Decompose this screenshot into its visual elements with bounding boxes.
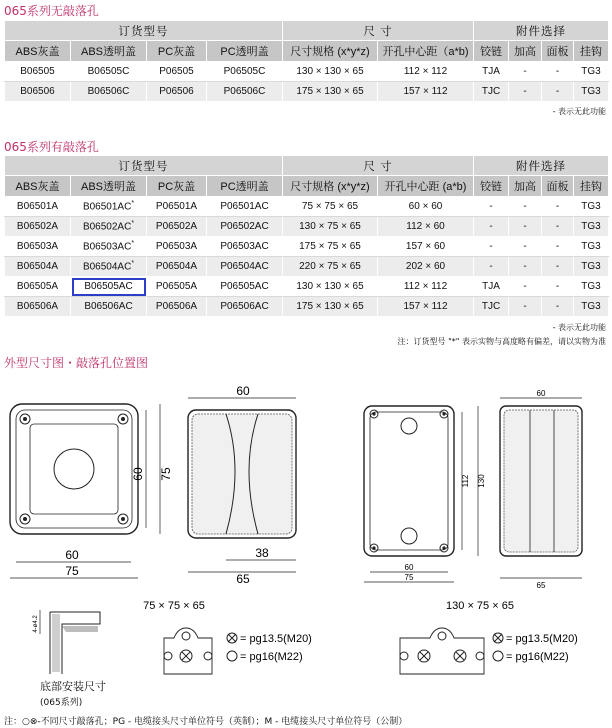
cell-text: P06502A <box>155 221 198 232</box>
table-cell <box>147 237 207 257</box>
cell-text: TJC <box>481 86 501 97</box>
cell-text: 130 × 130 × 65 <box>296 66 364 77</box>
series-label: (065系列) <box>40 698 83 708</box>
table-cell <box>378 277 474 297</box>
group-header-accessory: 附件选择 <box>474 156 609 176</box>
table-cell <box>474 197 509 217</box>
cell-text: TG3 <box>581 201 601 212</box>
table-cell <box>283 62 378 82</box>
hole-label: 4-ø4.2 <box>33 615 39 633</box>
column-header: 开孔中心距 (a*b) <box>378 176 474 197</box>
cell-text: P06504A <box>155 261 198 272</box>
column-header: 面板 <box>542 176 574 197</box>
table-cell <box>542 197 574 217</box>
small-box-front-view <box>10 404 160 578</box>
table-cell <box>509 277 542 297</box>
table-row <box>5 82 609 102</box>
large-box-front-view <box>364 406 478 582</box>
dim-small-side-total: 65 <box>236 572 250 586</box>
table-cell <box>147 277 207 297</box>
table-cell <box>283 197 378 217</box>
cell-text: - <box>523 301 527 312</box>
table-row <box>5 257 609 277</box>
cell-text: 75 × 75 × 65 <box>301 201 359 212</box>
table-cell <box>378 237 474 257</box>
cell-text: - <box>489 201 493 212</box>
group-header-order: 订货型号 <box>5 156 283 176</box>
table-cell <box>542 237 574 257</box>
table-cell <box>147 197 207 217</box>
table-cell <box>147 217 207 237</box>
star-mark: * <box>131 220 135 228</box>
table-cell <box>207 277 283 297</box>
table-cell <box>71 237 147 257</box>
table-cell <box>474 257 509 277</box>
cell-text: TG3 <box>581 86 601 97</box>
table-cell <box>71 257 147 277</box>
cell-text: - <box>523 261 527 272</box>
table-cell <box>474 62 509 82</box>
cell-text: B06505C <box>87 66 130 77</box>
table-cell <box>71 277 147 297</box>
table-cell <box>207 297 283 317</box>
cell-text: 112 × 112 <box>403 66 448 77</box>
cell-text: P06502AC <box>220 221 269 232</box>
dim-small-height-outer: 75 <box>159 467 173 481</box>
table-cell <box>574 217 609 237</box>
cell-text: 157 × 112 <box>403 86 448 97</box>
table-row <box>5 237 609 257</box>
table-cell <box>574 277 609 297</box>
cell-text: - <box>555 221 560 232</box>
cell-text: 112 × 60 <box>406 221 445 232</box>
table-cell <box>474 237 509 257</box>
table-cell <box>207 217 283 237</box>
cell-text: - <box>523 66 527 77</box>
cell-text: P06505C <box>223 66 266 77</box>
table-row <box>5 62 609 82</box>
column-header: ABS透明盖 <box>71 41 147 62</box>
caption-small: 75 × 75 × 65 <box>143 600 205 612</box>
column-header: 铰链 <box>474 176 509 197</box>
column-header: PC灰盖 <box>147 41 207 62</box>
legend-large-panel <box>493 633 503 661</box>
table-cell <box>5 277 71 297</box>
cell-text: B06506AC <box>84 301 133 312</box>
dim-large-h1: 112 <box>461 474 470 488</box>
table-cell <box>542 62 574 82</box>
cell-text: - <box>555 261 560 272</box>
table-cell <box>574 62 609 82</box>
footer-note: 注：○⊗-不同尺寸敲落孔；PG - 电缆接头尺寸单位符号（英制）；M - 电缆接头尺寸单位符号（公制） <box>4 717 408 727</box>
table-cell <box>574 237 609 257</box>
cell-text: - <box>523 221 527 232</box>
table-cell <box>283 277 378 297</box>
table-cell <box>509 82 542 102</box>
bottom-mount-detail <box>40 610 100 674</box>
small-box-side-view <box>188 398 296 572</box>
section2-note2: 注：订货型号 "*" 表示实物与高度略有偏差，请以实物为准 <box>397 337 606 346</box>
table-cell <box>207 82 283 102</box>
column-header: 铰链 <box>474 41 509 62</box>
dim-large-b1: 60 <box>404 563 414 572</box>
table-cell <box>378 297 474 317</box>
column-header: PC透明盖 <box>207 41 283 62</box>
table-cell <box>71 82 147 102</box>
cell-text: B06506C <box>87 86 130 97</box>
dim-large-h2: 130 <box>477 474 486 488</box>
cell-text: B06501A <box>16 201 59 212</box>
table-cell <box>542 277 574 297</box>
table-cell <box>378 197 474 217</box>
cell-text: P06505AC <box>220 281 269 292</box>
cell-text: TG3 <box>581 221 601 232</box>
table-cell <box>509 257 542 277</box>
cell-text: TG3 <box>581 261 601 272</box>
table-cell <box>207 257 283 277</box>
table-cell <box>378 62 474 82</box>
cell-text: B06503A <box>16 241 59 252</box>
cell-text: 130 × 130 × 65 <box>296 281 364 292</box>
section1-note: - 表示无此功能 <box>552 107 606 116</box>
cell-text: TJA <box>482 66 500 77</box>
column-header: PC灰盖 <box>147 176 207 197</box>
table-cell <box>147 297 207 317</box>
cell-text: B06505A <box>16 281 59 292</box>
cell-text: 175 × 130 × 65 <box>296 301 364 312</box>
column-header: 挂钩 <box>574 176 609 197</box>
table-cell <box>207 237 283 257</box>
table-cell <box>207 197 283 217</box>
dim-large-side: 65 <box>536 581 546 590</box>
table-cell <box>542 217 574 237</box>
group-header-size: 尺 寸 <box>283 21 474 41</box>
cell-text: 130 × 75 × 65 <box>299 221 361 232</box>
cell-text: - <box>523 241 527 252</box>
table-cell <box>574 297 609 317</box>
section2-title: 065系列有敲落孔 <box>4 140 99 154</box>
column-header: 尺寸规格 (x*y*z) <box>283 176 378 197</box>
cell-text: B06504A <box>16 261 59 272</box>
table-cell <box>474 217 509 237</box>
cell-text: - <box>489 221 493 232</box>
dim-small-bottom-inner: 60 <box>65 548 79 562</box>
dim-large-top: 60 <box>536 389 546 398</box>
column-header: ABS透明盖 <box>71 176 147 197</box>
cell-text: - <box>555 66 560 77</box>
column-header: PC透明盖 <box>207 176 283 197</box>
knockout-layout-large <box>400 628 484 674</box>
cell-text: 157 × 112 <box>403 301 448 312</box>
star-mark: * <box>131 240 135 248</box>
cell-text: B06505 <box>20 66 55 77</box>
cell-text: P06506A <box>155 301 198 312</box>
column-header: 面板 <box>542 41 574 62</box>
table-cell <box>71 297 147 317</box>
caption-large: 130 × 75 × 65 <box>446 600 514 612</box>
table-cell <box>5 82 71 102</box>
column-header: ABS灰盖 <box>5 41 71 62</box>
cell-text: - <box>523 201 527 212</box>
table-cell <box>474 277 509 297</box>
group-header-size: 尺 寸 <box>283 156 474 176</box>
column-header: 开孔中心距（a*b) <box>378 41 474 62</box>
dimension-drawings <box>0 374 612 714</box>
cell-text: B06504AC <box>82 261 132 273</box>
legend-small-panel <box>227 633 237 661</box>
table-cell <box>283 237 378 257</box>
table-cell <box>5 197 71 217</box>
knockout-layout-small <box>164 628 212 674</box>
cell-text: TJA <box>482 281 500 292</box>
cell-text: - <box>555 281 560 292</box>
cell-text: P06506AC <box>220 301 269 312</box>
table-cell <box>542 257 574 277</box>
column-header: 尺寸规格 (x*y*z) <box>283 41 378 62</box>
star-mark: * <box>131 260 135 268</box>
table-no-knockout <box>4 20 609 102</box>
table-cell <box>509 62 542 82</box>
cell-text: TJC <box>481 301 501 312</box>
cell-text: B06501AC <box>82 201 132 213</box>
table-row <box>5 197 609 217</box>
column-header: 挂钩 <box>574 41 609 62</box>
cell-text: P06503A <box>155 241 198 252</box>
column-header: ABS灰盖 <box>5 176 71 197</box>
table-cell <box>378 82 474 102</box>
cell-text: - <box>523 281 527 292</box>
table-cell <box>5 62 71 82</box>
cell-text: - <box>555 301 560 312</box>
table-cell <box>378 217 474 237</box>
star-mark: * <box>131 200 135 208</box>
cell-text: P06501A <box>155 201 198 212</box>
table-cell <box>474 297 509 317</box>
table-cell <box>147 82 207 102</box>
cell-text: B06502AC <box>82 221 132 233</box>
table-cell <box>147 62 207 82</box>
table-cell <box>5 257 71 277</box>
cell-text: TG3 <box>581 301 601 312</box>
dim-small-bottom-outer: 75 <box>65 564 79 578</box>
table-cell <box>509 297 542 317</box>
dim-small-height-inner: 60 <box>131 467 145 481</box>
cell-text: 220 × 75 × 65 <box>299 261 361 272</box>
cell-text: - <box>489 261 493 272</box>
legend-big-small: = pg13.5(M20) <box>240 633 312 645</box>
table-row <box>5 217 609 237</box>
dim-large-b2: 75 <box>404 573 414 582</box>
cell-text: 202 × 60 <box>405 261 446 272</box>
table-cell <box>542 82 574 102</box>
legend-small-small: = pg16(M22) <box>240 651 303 663</box>
dim-small-top: 60 <box>236 384 250 398</box>
cell-text: B06503AC <box>82 241 132 253</box>
cell-text: TG3 <box>581 281 601 292</box>
table-cell <box>574 257 609 277</box>
cell-text: P06506C <box>223 86 266 97</box>
table-cell <box>71 197 147 217</box>
cell-text: B06506A <box>16 301 59 312</box>
table-cell <box>283 217 378 237</box>
table-cell <box>509 237 542 257</box>
cell-text: 157 × 60 <box>405 241 446 252</box>
table-cell <box>5 297 71 317</box>
cell-text: P06505 <box>159 66 194 77</box>
dim-small-side-depth: 38 <box>255 546 269 560</box>
group-header-order: 订货型号 <box>5 21 283 41</box>
legend-big-large: = pg13.5(M20) <box>506 633 578 645</box>
table-cell <box>474 82 509 102</box>
table-cell <box>574 82 609 102</box>
cell-text: 175 × 130 × 65 <box>296 86 364 97</box>
column-header: 加高 <box>509 41 542 62</box>
table-cell <box>509 197 542 217</box>
table-row <box>5 297 609 317</box>
cell-text: - <box>523 86 527 97</box>
cell-text: 60 × 60 <box>408 201 443 212</box>
table-cell <box>207 62 283 82</box>
cell-text: - <box>555 241 560 252</box>
table-cell <box>542 297 574 317</box>
bottom-label: 底部安装尺寸 <box>40 680 106 693</box>
cell-text: - <box>555 201 560 212</box>
cell-text: P06503AC <box>220 241 269 252</box>
section3-title: 外型尺寸图・敲落孔位置图 <box>4 356 149 370</box>
section2-note1: - 表示无此功能 <box>552 323 606 332</box>
table-with-knockout <box>4 155 609 317</box>
cell-text: TG3 <box>581 241 601 252</box>
cell-text: P06504AC <box>220 261 269 272</box>
table-cell <box>283 82 378 102</box>
table-cell <box>509 217 542 237</box>
cell-text: - <box>489 241 493 252</box>
cell-text: B06506 <box>20 86 55 97</box>
column-header: 加高 <box>509 176 542 197</box>
cell-text: B06502A <box>16 221 59 232</box>
cell-text: B06505AC <box>84 281 133 292</box>
cell-text: - <box>555 86 560 97</box>
table-cell <box>71 62 147 82</box>
large-box-side-view <box>500 398 582 578</box>
table-cell <box>283 257 378 277</box>
table-cell <box>283 297 378 317</box>
table-cell <box>71 217 147 237</box>
cell-text: 175 × 75 × 65 <box>299 241 361 252</box>
group-header-accessory: 附件选择 <box>474 21 609 41</box>
cell-text: TG3 <box>581 66 601 77</box>
legend-small-large: = pg16(M22) <box>506 651 569 663</box>
table-cell <box>5 217 71 237</box>
table-cell <box>5 237 71 257</box>
cell-text: P06505A <box>155 281 198 292</box>
table-cell <box>378 257 474 277</box>
cell-text: 112 × 112 <box>403 281 448 292</box>
section1-title: 065系列无敲落孔 <box>4 4 99 18</box>
table-row <box>5 277 609 297</box>
table-cell <box>574 197 609 217</box>
cell-text: P06501AC <box>220 201 269 212</box>
table-cell <box>147 257 207 277</box>
cell-text: P06506 <box>159 86 194 97</box>
